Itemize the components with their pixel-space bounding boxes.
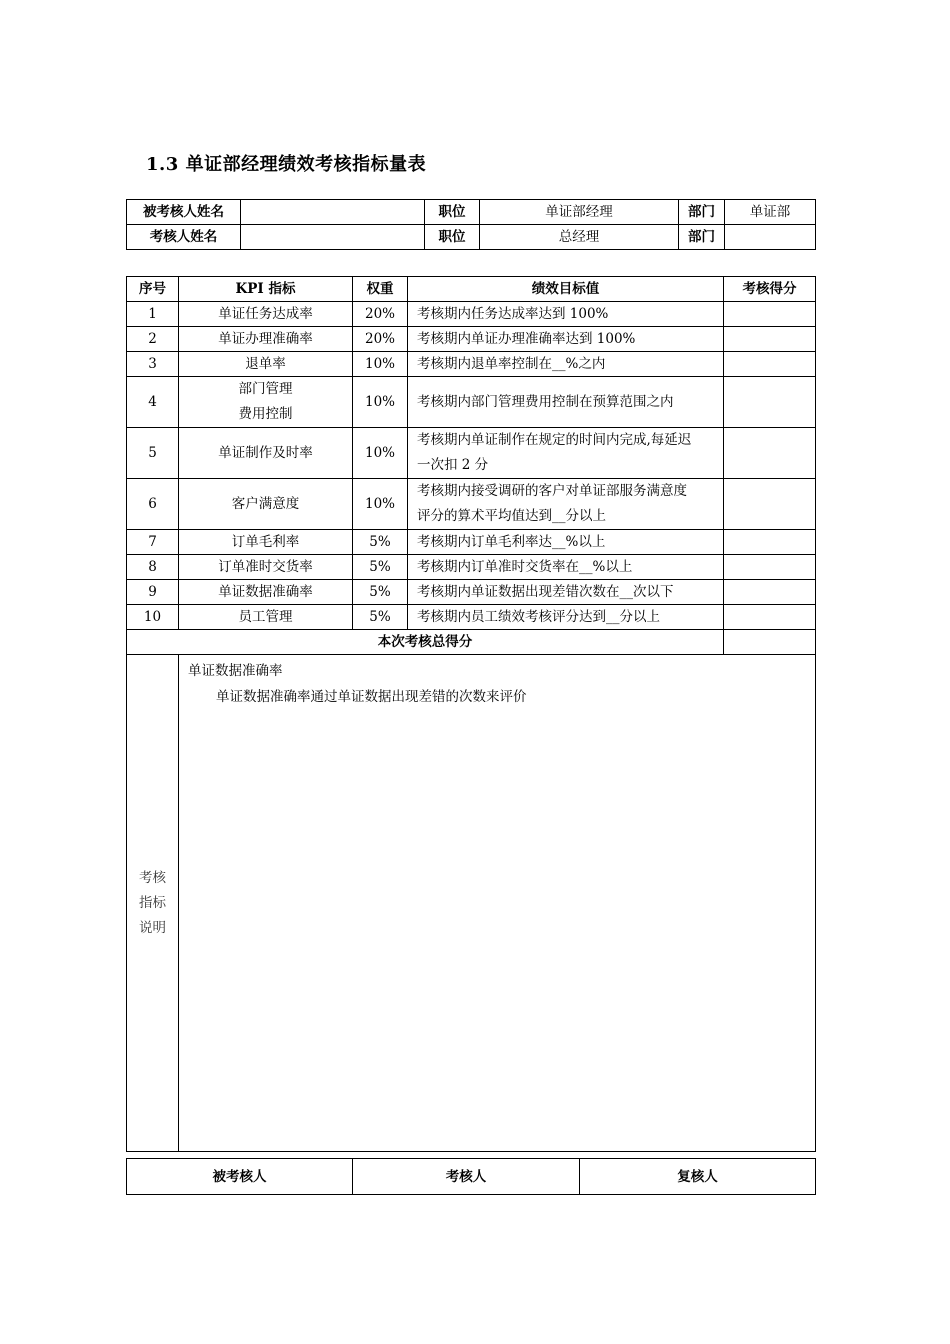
table-row [127, 580, 816, 605]
row-target: 考核期内部门管理费用控制在预算范围之内 [408, 377, 724, 428]
row-weight: 5% [353, 580, 408, 605]
row-weight: 5% [353, 530, 408, 555]
assessor-dept-label: 部门 [679, 225, 725, 250]
row-no: 7 [127, 530, 179, 555]
row-target: 考核期内员工绩效考核评分达到__分以上 [408, 605, 724, 630]
row-score-cell[interactable] [724, 530, 816, 555]
row-score-cell[interactable] [724, 555, 816, 580]
row-kpi: 单证制作及时率 [179, 428, 353, 479]
row-target-line: 考核期内接受调研的客户对单证部服务满意度 [417, 483, 687, 499]
row-target-line: 评分的算术平均值达到__分以上 [417, 508, 606, 524]
assessee-name-value[interactable] [241, 200, 425, 225]
row-score-cell[interactable] [724, 580, 816, 605]
row-score-cell[interactable] [724, 302, 816, 327]
total-score-label: 本次考核总得分 [127, 630, 724, 655]
assessee-dept-label: 部门 [679, 200, 725, 225]
row-kpi: 订单毛利率 [179, 530, 353, 555]
row-target: 考核期内单证办理准确率达到 100% [408, 327, 724, 352]
row-score-cell[interactable] [724, 377, 816, 428]
signature-assessee[interactable]: 被考核人 [127, 1159, 353, 1195]
row-kpi [179, 377, 353, 428]
row-no: 8 [127, 555, 179, 580]
table-row [127, 605, 816, 630]
table-row [127, 530, 816, 555]
row-kpi-line: 费用控制 [238, 406, 293, 422]
description-label-line: 考核 [139, 869, 166, 886]
assessee-position-value[interactable]: 单证部经理 [480, 200, 679, 225]
table-row [127, 555, 816, 580]
table-row [127, 302, 816, 327]
row-kpi-line: 部门管理 [238, 381, 293, 397]
description-text: 单证数据准确率通过单证数据出现差错的次数来评价 [216, 689, 527, 705]
row-weight: 10% [353, 377, 408, 428]
row-target: 考核期内退单率控制在__%之内 [408, 352, 724, 377]
row-target: 考核期内任务达成率达到 100% [408, 302, 724, 327]
assessor-name-label: 考核人姓名 [127, 225, 241, 250]
header-score: 考核得分 [724, 277, 816, 302]
assessor-position-label: 职位 [425, 225, 480, 250]
signature-row [127, 1159, 816, 1195]
table-row [127, 352, 816, 377]
row-kpi: 订单准时交货率 [179, 555, 353, 580]
row-target [408, 428, 724, 479]
description-title: 单证数据准确率 [188, 663, 283, 679]
signature-reviewer[interactable]: 复核人 [580, 1159, 816, 1195]
page-title: 1.3 单证部经理绩效考核指标量表 [146, 154, 427, 175]
info-table [126, 199, 816, 250]
kpi-header-row [127, 277, 816, 302]
row-no: 10 [127, 605, 179, 630]
row-kpi: 单证数据准确率 [179, 580, 353, 605]
row-weight: 20% [353, 302, 408, 327]
row-target: 考核期内订单准时交货率在__%以上 [408, 555, 724, 580]
row-kpi: 退单率 [179, 352, 353, 377]
description-body [179, 655, 816, 1152]
signature-assessor[interactable]: 考核人 [353, 1159, 580, 1195]
row-no: 1 [127, 302, 179, 327]
row-weight: 20% [353, 327, 408, 352]
description-row [127, 655, 816, 1152]
row-kpi: 单证办理准确率 [179, 327, 353, 352]
table-row [127, 327, 816, 352]
header-no: 序号 [127, 277, 179, 302]
row-kpi: 员工管理 [179, 605, 353, 630]
row-target: 考核期内订单毛利率达__%以上 [408, 530, 724, 555]
row-score-cell[interactable] [724, 605, 816, 630]
assessee-position-label: 职位 [425, 200, 480, 225]
assessor-position-value[interactable]: 总经理 [480, 225, 679, 250]
table-row [127, 377, 816, 428]
row-weight: 5% [353, 605, 408, 630]
assessee-dept-value[interactable]: 单证部 [725, 200, 816, 225]
assessor-dept-value[interactable] [725, 225, 816, 250]
row-score-cell[interactable] [724, 352, 816, 377]
row-no: 6 [127, 479, 179, 530]
kpi-table [126, 276, 816, 1152]
assessor-name-value[interactable] [241, 225, 425, 250]
row-kpi: 单证任务达成率 [179, 302, 353, 327]
description-label-line: 指标 [139, 894, 166, 911]
row-no: 2 [127, 327, 179, 352]
row-weight: 10% [353, 479, 408, 530]
info-row-assessee [127, 200, 816, 225]
row-target-line: 考核期内单证制作在规定的时间内完成,每延迟 [417, 432, 692, 448]
row-kpi: 客户满意度 [179, 479, 353, 530]
row-no: 4 [127, 377, 179, 428]
info-row-assessor [127, 225, 816, 250]
row-no: 5 [127, 428, 179, 479]
row-target [408, 479, 724, 530]
row-weight: 10% [353, 352, 408, 377]
table-row [127, 479, 816, 530]
header-target: 绩效目标值 [408, 277, 724, 302]
row-weight: 5% [353, 555, 408, 580]
row-weight: 10% [353, 428, 408, 479]
header-weight: 权重 [353, 277, 408, 302]
row-score-cell[interactable] [724, 327, 816, 352]
description-label [127, 655, 179, 1152]
description-label-line: 说明 [139, 919, 166, 936]
header-kpi: KPI 指标 [179, 277, 353, 302]
row-no: 3 [127, 352, 179, 377]
table-row [127, 428, 816, 479]
assessee-name-label: 被考核人姓名 [127, 200, 241, 225]
total-row [127, 630, 816, 655]
total-score-cell[interactable] [724, 630, 816, 655]
row-target: 考核期内单证数据出现差错次数在__次以下 [408, 580, 724, 605]
row-score-cell[interactable] [724, 479, 816, 530]
row-score-cell[interactable] [724, 428, 816, 479]
row-target-line: 一次扣 2 分 [417, 457, 489, 473]
signature-table [126, 1158, 816, 1195]
row-no: 9 [127, 580, 179, 605]
